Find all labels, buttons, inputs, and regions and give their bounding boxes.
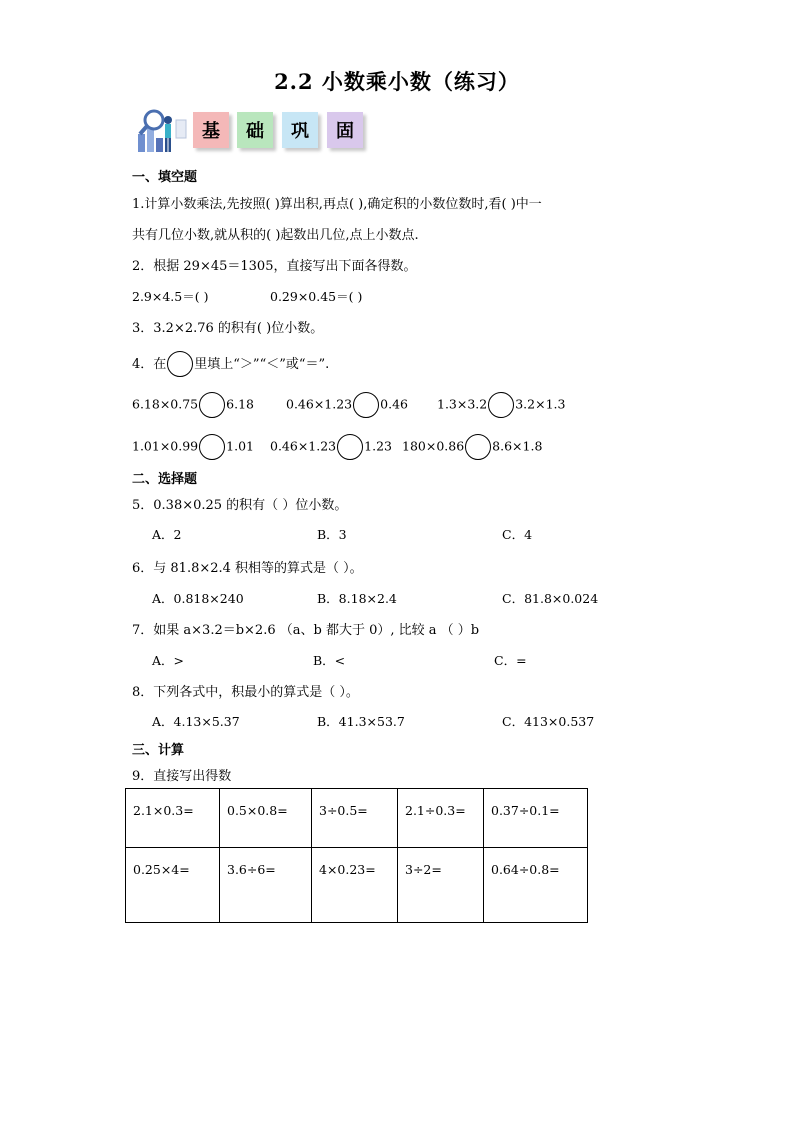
calc-cell[interactable]: 0.64÷0.8=: [484, 848, 588, 923]
banner-tile-2: 础: [237, 112, 273, 148]
banner-tile-3: 巩: [282, 112, 318, 148]
q6-option-c[interactable]: C．81.8×0.024: [502, 591, 599, 606]
banner-tile-1: 基: [193, 112, 229, 148]
q4-item-right: 6.18: [226, 396, 254, 412]
section-heading-calc: 三、计算: [132, 743, 185, 758]
q4-item-5: [270, 434, 392, 460]
q5-option-a[interactable]: A．2: [152, 527, 182, 542]
compare-circle[interactable]: [337, 434, 363, 460]
q4-item-left: 0.46×1.23: [286, 396, 353, 412]
banner-tile-4: 固: [327, 112, 363, 148]
q7-text: 7．如果 a×3.2＝b×2.6 （a、b 都大于 0）, 比较 a （ ）b: [132, 623, 480, 638]
q8-option-a[interactable]: A．4.13×5.37: [152, 714, 240, 729]
compare-circle[interactable]: [199, 392, 225, 418]
calc-cell[interactable]: 3.6÷6=: [220, 848, 312, 923]
calc-cell[interactable]: 2.1×0.3=: [126, 789, 220, 848]
section-heading-fill: 一、填空题: [132, 170, 198, 185]
q4-item-right: 3.2×1.3: [515, 396, 566, 412]
q7-option-b[interactable]: B．<: [313, 653, 346, 668]
q6-option-b[interactable]: B．8.18×2.4: [317, 591, 397, 606]
q1-line2: 共有几位小数,就从积的( )起数出几位,点上小数点.: [132, 228, 419, 243]
q6-text: 6．与 81.8×2.4 积相等的算式是（ ）。: [132, 561, 363, 576]
q7-option-c[interactable]: C．=: [494, 653, 527, 668]
q8-option-c[interactable]: C．413×0.537: [502, 714, 595, 729]
q5-option-b[interactable]: B．3: [317, 527, 347, 542]
q4-item-6: [402, 434, 542, 460]
calc-table: [125, 788, 588, 923]
calc-cell[interactable]: 0.25×4=: [126, 848, 220, 923]
page-title: 2.2 小数乘小数（练习）: [274, 69, 520, 94]
q1-line1: 1.计算小数乘法,先按照( )算出积,再点( ),确定积的小数位数时,看( )中一: [132, 197, 542, 212]
q2-a: 2.9×4.5＝( ): [132, 289, 209, 304]
calc-cell[interactable]: 0.37÷0.1=: [484, 789, 588, 848]
q5-text: 5．0.38×0.25 的积有（ ）位小数。: [132, 498, 348, 513]
q4-item-left: 1.01×0.99: [132, 438, 199, 454]
banner: [132, 108, 382, 156]
calc-cell[interactable]: 0.5×0.8=: [220, 789, 312, 848]
q4-text: [132, 353, 329, 372]
q4-item-left: 1.3×3.2: [437, 396, 488, 412]
q4-item-right: 1.23: [364, 438, 392, 454]
q4-item-right: 8.6×1.8: [492, 438, 543, 454]
q4-pre: 4．在: [132, 357, 167, 372]
q9-text: 9．直接写出得数: [132, 769, 232, 784]
q4-item-right: 0.46: [380, 396, 408, 412]
q8-option-b[interactable]: B．41.3×53.7: [317, 714, 405, 729]
q4-item-3: [437, 392, 565, 418]
q8-text: 8．下列各式中，积最小的算式是（ ）。: [132, 685, 359, 700]
q2-text: 2．根据 29×45＝1305，直接写出下面各得数。: [132, 259, 417, 274]
compare-circle[interactable]: [465, 434, 491, 460]
compare-circle[interactable]: [488, 392, 514, 418]
q4-item-left: 0.46×1.23: [270, 438, 337, 454]
q5-option-c[interactable]: C．4: [502, 527, 533, 542]
table-row: [126, 848, 588, 923]
magnifier-person-icon: [132, 108, 190, 156]
compare-circle[interactable]: [199, 434, 225, 460]
table-row: [126, 789, 588, 848]
calc-cell[interactable]: 3÷0.5=: [312, 789, 398, 848]
q4-item-left: 6.18×0.75: [132, 396, 199, 412]
q4-item-left: 180×0.86: [402, 438, 465, 454]
q4-item-1: [132, 392, 254, 418]
q4-item-4: [132, 434, 254, 460]
section-heading-choice: 二、选择题: [132, 472, 198, 487]
q4-post: 里填上“＞”“＜”或“＝”.: [194, 357, 330, 372]
calc-cell[interactable]: 3÷2=: [398, 848, 484, 923]
calc-cell[interactable]: 2.1÷0.3=: [398, 789, 484, 848]
circle-icon: [167, 351, 193, 377]
q6-option-a[interactable]: A．0.818×240: [152, 591, 244, 606]
q7-option-a[interactable]: A．>: [152, 653, 185, 668]
q2-b: 0.29×0.45＝( ): [270, 289, 363, 304]
q4-item-right: 1.01: [226, 438, 254, 454]
compare-circle[interactable]: [353, 392, 379, 418]
q4-item-2: [286, 392, 408, 418]
calc-cell[interactable]: 4×0.23=: [312, 848, 398, 923]
q3-text: 3．3.2×2.76 的积有( )位小数。: [132, 321, 324, 336]
